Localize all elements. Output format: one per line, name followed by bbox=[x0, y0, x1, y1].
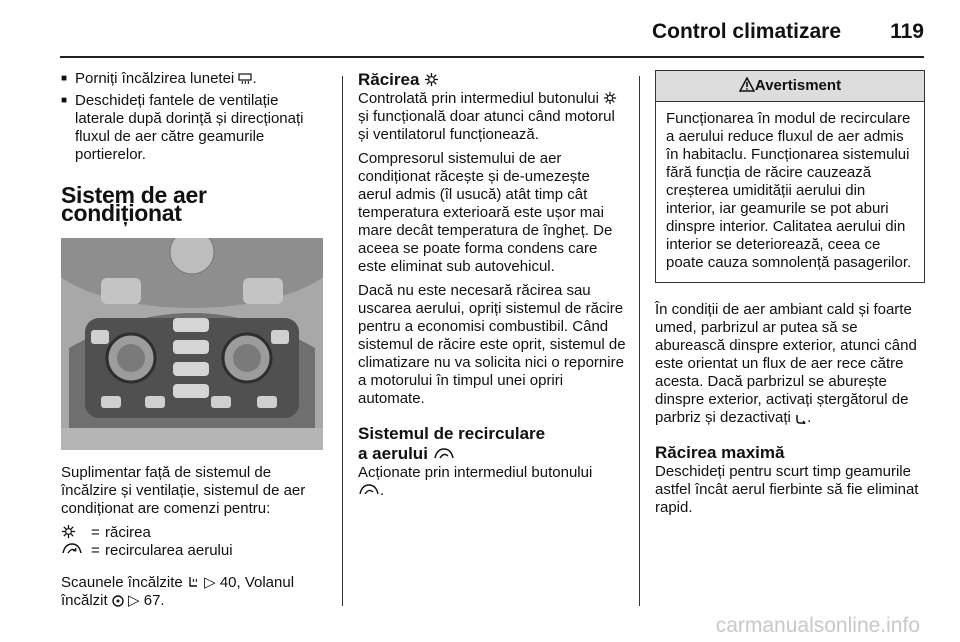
recirculation-small-icon bbox=[795, 413, 807, 424]
warning-box bbox=[655, 70, 925, 283]
seats-reference bbox=[61, 574, 327, 610]
cooling-heading bbox=[358, 70, 626, 90]
air-recirculation-icon bbox=[61, 542, 83, 556]
page-number: 119 bbox=[890, 20, 924, 43]
legend bbox=[61, 524, 327, 560]
recirculation-heading-text: a aerului bbox=[358, 444, 428, 463]
legend-text: recircularea aerului bbox=[105, 542, 233, 559]
cooling-heading-text: Răcirea bbox=[358, 70, 420, 89]
header-rule bbox=[60, 56, 924, 58]
watermark: carmanualsonline.info bbox=[715, 614, 920, 637]
column-3 bbox=[655, 70, 925, 523]
bullet-item bbox=[61, 92, 327, 164]
rear-window-heater-icon bbox=[238, 73, 252, 85]
ref-arrow-icon: ▷ bbox=[128, 592, 140, 609]
bullet-list bbox=[61, 70, 327, 164]
recirculation-heading bbox=[358, 424, 626, 464]
column-2 bbox=[358, 70, 626, 506]
cooling-p1 bbox=[358, 90, 626, 144]
climate-panel-photo bbox=[61, 238, 323, 450]
seats-text: 67. bbox=[143, 592, 165, 609]
seats-text: Scaunele încălzite bbox=[61, 574, 183, 591]
warning-text: Funcționarea în modul de recirculare a aerului reduce fluxul de aer admis în habitaclu. Funcționarea sistemului fără funcția de răcire cauzează creșterea umidității aerului din interior, iar geamurile se pot aburi dinspre interior. Calitatea aerului din interior se deteriorează, ceea ce poate cauza somnolență pasagerilor. bbox=[666, 110, 912, 271]
seats-text: 40, Volanul încălzit bbox=[61, 574, 295, 609]
warning-header bbox=[656, 71, 924, 102]
ref-arrow-icon: ▷ bbox=[204, 574, 216, 591]
cooling-icon bbox=[424, 72, 439, 87]
cooling-icon bbox=[61, 524, 76, 539]
cooling-p2: Compresorul sistemului de aer condiționat răcește și de-umezește aerul admis (îl usucă) atât timp cât temperatura exterioară este ușor mai mare decât temperatura de îngheț. De aceea se poate forma condens care este eliminat sub autovehicul. bbox=[358, 150, 613, 275]
bullet-text: Porniți încălzirea lunetei bbox=[75, 70, 235, 87]
cooling-icon bbox=[603, 91, 617, 105]
cooling-p1-text: Controlată prin intermediul butonului bbox=[358, 90, 599, 107]
fog-paragraph: În condiții de aer ambiant cald și foarte umed, parbrizul ar putea să se aburească dinspre exterior, atunci când este orientat un flux de aer rece către acesta. Dacă parbrizul se aburește dinspre exterior, activați ștergătorul de parbriz și dezactivați . bbox=[655, 301, 917, 426]
legend-eq: = bbox=[91, 524, 100, 541]
warning-title: Avertisment bbox=[754, 77, 842, 94]
recirculation-p: Acționate prin intermediul butonului . bbox=[358, 464, 593, 499]
legend-text: răcirea bbox=[105, 524, 151, 541]
bullet-item: ■ Porniți încălzirea lunetei . bbox=[61, 70, 327, 88]
warning-triangle-icon bbox=[739, 77, 755, 92]
heated-seat-icon bbox=[187, 576, 200, 589]
cooling-p3: Dacă nu este necesară răcirea sau uscarea aerului, opriți sistemul de răcire pentru a economisi combustibil. Când sistemul de răcire este oprit, sistemul de climatizare nu va solicita nici o repornire a motorului în timpul unei opriri automate. bbox=[358, 282, 626, 407]
bullet-text: Deschideți fantele de ventilație laterale după dorință și direcționați fluxul de aer către geamurile portierelor. bbox=[75, 92, 304, 163]
cooling-p1-text: și funcțională doar atunci când motorul și ventilatorul funcționează. bbox=[358, 108, 615, 143]
section-heading: Sistem de aer condiționat bbox=[61, 182, 207, 226]
air-recirculation-icon bbox=[433, 447, 455, 461]
max-cooling-heading: Răcirea maximă bbox=[655, 443, 785, 462]
recirculation-p-text: Acționate prin intermediul butonului bbox=[358, 464, 593, 481]
ac-intro: Suplimentar față de sistemul de încălzire și ventilație, sistemul de aer condiționat are comenzi pentru: bbox=[61, 464, 306, 517]
column-divider bbox=[342, 76, 343, 606]
header-title: Control climatizare bbox=[651, 20, 841, 43]
max-cooling-paragraph: Deschideți pentru scurt timp geamurile astfel încât aerul fierbinte să fie eliminat rapid. bbox=[655, 463, 919, 516]
fog-paragraph-text: În condiții de aer ambiant cald și foarte umed, parbrizul ar putea să se aburească dinspre exterior, atunci când este orientat un flux de aer rece către acesta. Dacă parbrizul se aburește dinspre exterior, activați ștergătorul de parbriz și dezactivați bbox=[655, 301, 917, 426]
column-1 bbox=[61, 70, 327, 616]
air-recirculation-icon bbox=[358, 483, 380, 497]
column-divider bbox=[639, 76, 640, 606]
heated-steering-wheel-icon bbox=[112, 595, 124, 607]
legend-eq: = bbox=[91, 542, 100, 559]
recirculation-heading-text: Sistemul de recirculare bbox=[358, 424, 546, 443]
